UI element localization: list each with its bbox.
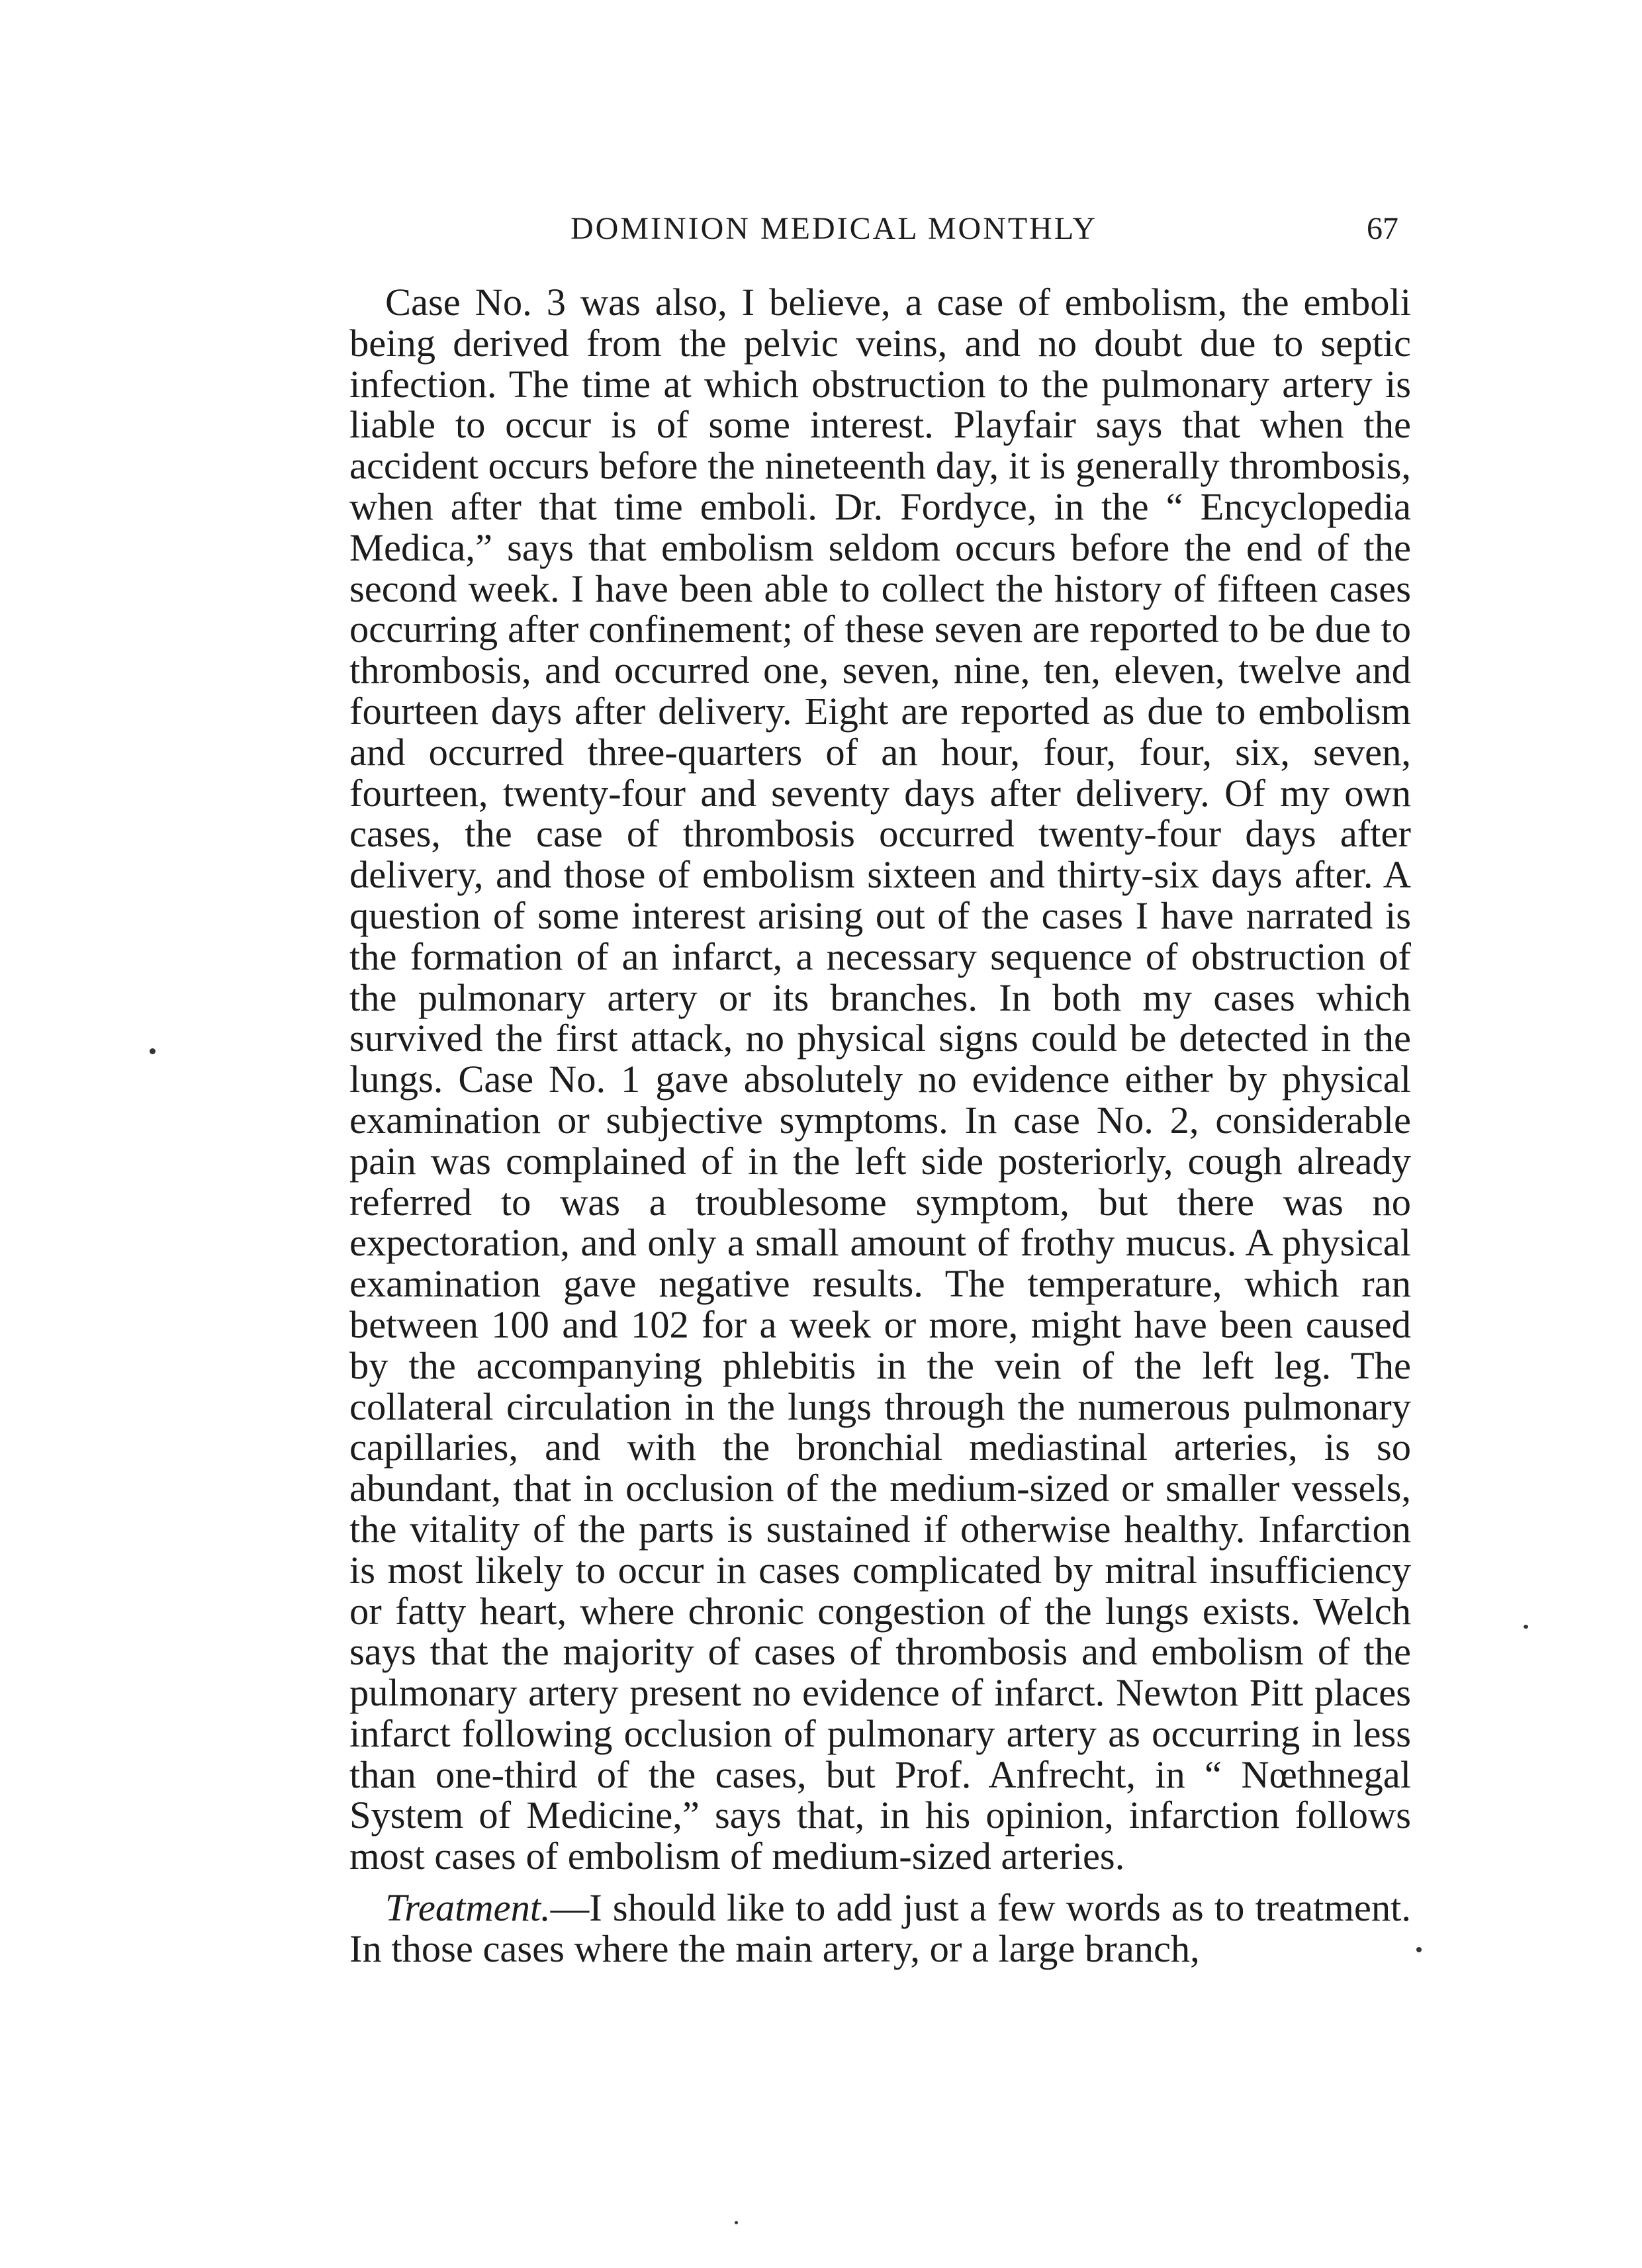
running-head-title: DOMINION MEDICAL MONTHLY: [570, 211, 1098, 246]
article-body: [349, 282, 1411, 1970]
treatment-text: —I should like to add just a few words as to treatment. In those cases where the main artery, or a large branch,: [349, 1886, 1411, 1970]
treatment-heading: Treatment.: [385, 1886, 551, 1930]
paragraph-treatment: [349, 1887, 1411, 1970]
page-number: 67: [1367, 211, 1398, 246]
scan-speck: [1416, 1947, 1422, 1952]
paragraph-case-no-3: Case No. 3 was also, I believe, a case of embolism, the emboli being derived from the pelvic veins, and no doubt due to septic infection. The time at which obstruction to the pulmonary artery is liable to occur is of some interest. Playfair says that when the accident occurs before the nineteenth day, it is generally thrombosis, when after that time emboli. Dr. Fordyce, in the “ Encyclopedia Medica,” says that embolism seldom occurs before the end of the second week. I have been able to collect the history of fifteen cases occurring after confinement; of these seven are reported to be due to thrombosis, and occurred one, seven, nine, ten, eleven, twelve and fourteen days after delivery. Eight are reported as due to embolism and occurred three-quarters of an hour, four, four, six, seven, fourteen, twenty-four and seventy days after delivery. Of my own cases, the case of thrombosis occurred twenty-four days after delivery, and those of embolism sixteen and thirty-six days after. A question of some interest arising out of the cases I have narrated is the formation of an infarct, a necessary sequence of obstruction of the pulmonary artery or its branches. In both my cases which survived the first attack, no physical signs could be detected in the lungs. Case No. 1 gave absolutely no evidence either by physical examination or subjective symptoms. In case No. 2, considerable pain was complained of in the left side posteriorly, cough already referred to was a troublesome symptom, but there was no expectoration, and only a small amount of frothy mucus. A physical examination gave negative results. The temperature, which ran between 100 and 102 for a week or more, might have been caused by the accompanying phlebitis in the vein of the left leg. The collateral circulation in the lungs through the numerous pulmonary capillaries, and with the bronchial mediastinal arteries, is so abundant, that in occlusion of the medium-sized or smaller vessels, the vitality of the parts is sustained if otherwise healthy. Infarction is most likely to occur in cases complicated by mitral insufficiency or fatty heart, where chronic congestion of the lungs exists. Welch says that the majority of cases of thrombosis and embolism of the pulmonary artery present no evidence of infarct. Newton Pitt places infarct following occlusion of pulmonary artery as occurring in less than one-third of the cases, but Prof. Anfrecht, in “ Nœthnegal System of Medicine,” says that, in his opinion, infarction follows most cases of embolism of medium-sized arteries.: [349, 281, 1411, 1878]
scan-speck: [150, 1048, 156, 1054]
scan-speck: [735, 2221, 738, 2224]
scan-speck: [1524, 1625, 1528, 1629]
